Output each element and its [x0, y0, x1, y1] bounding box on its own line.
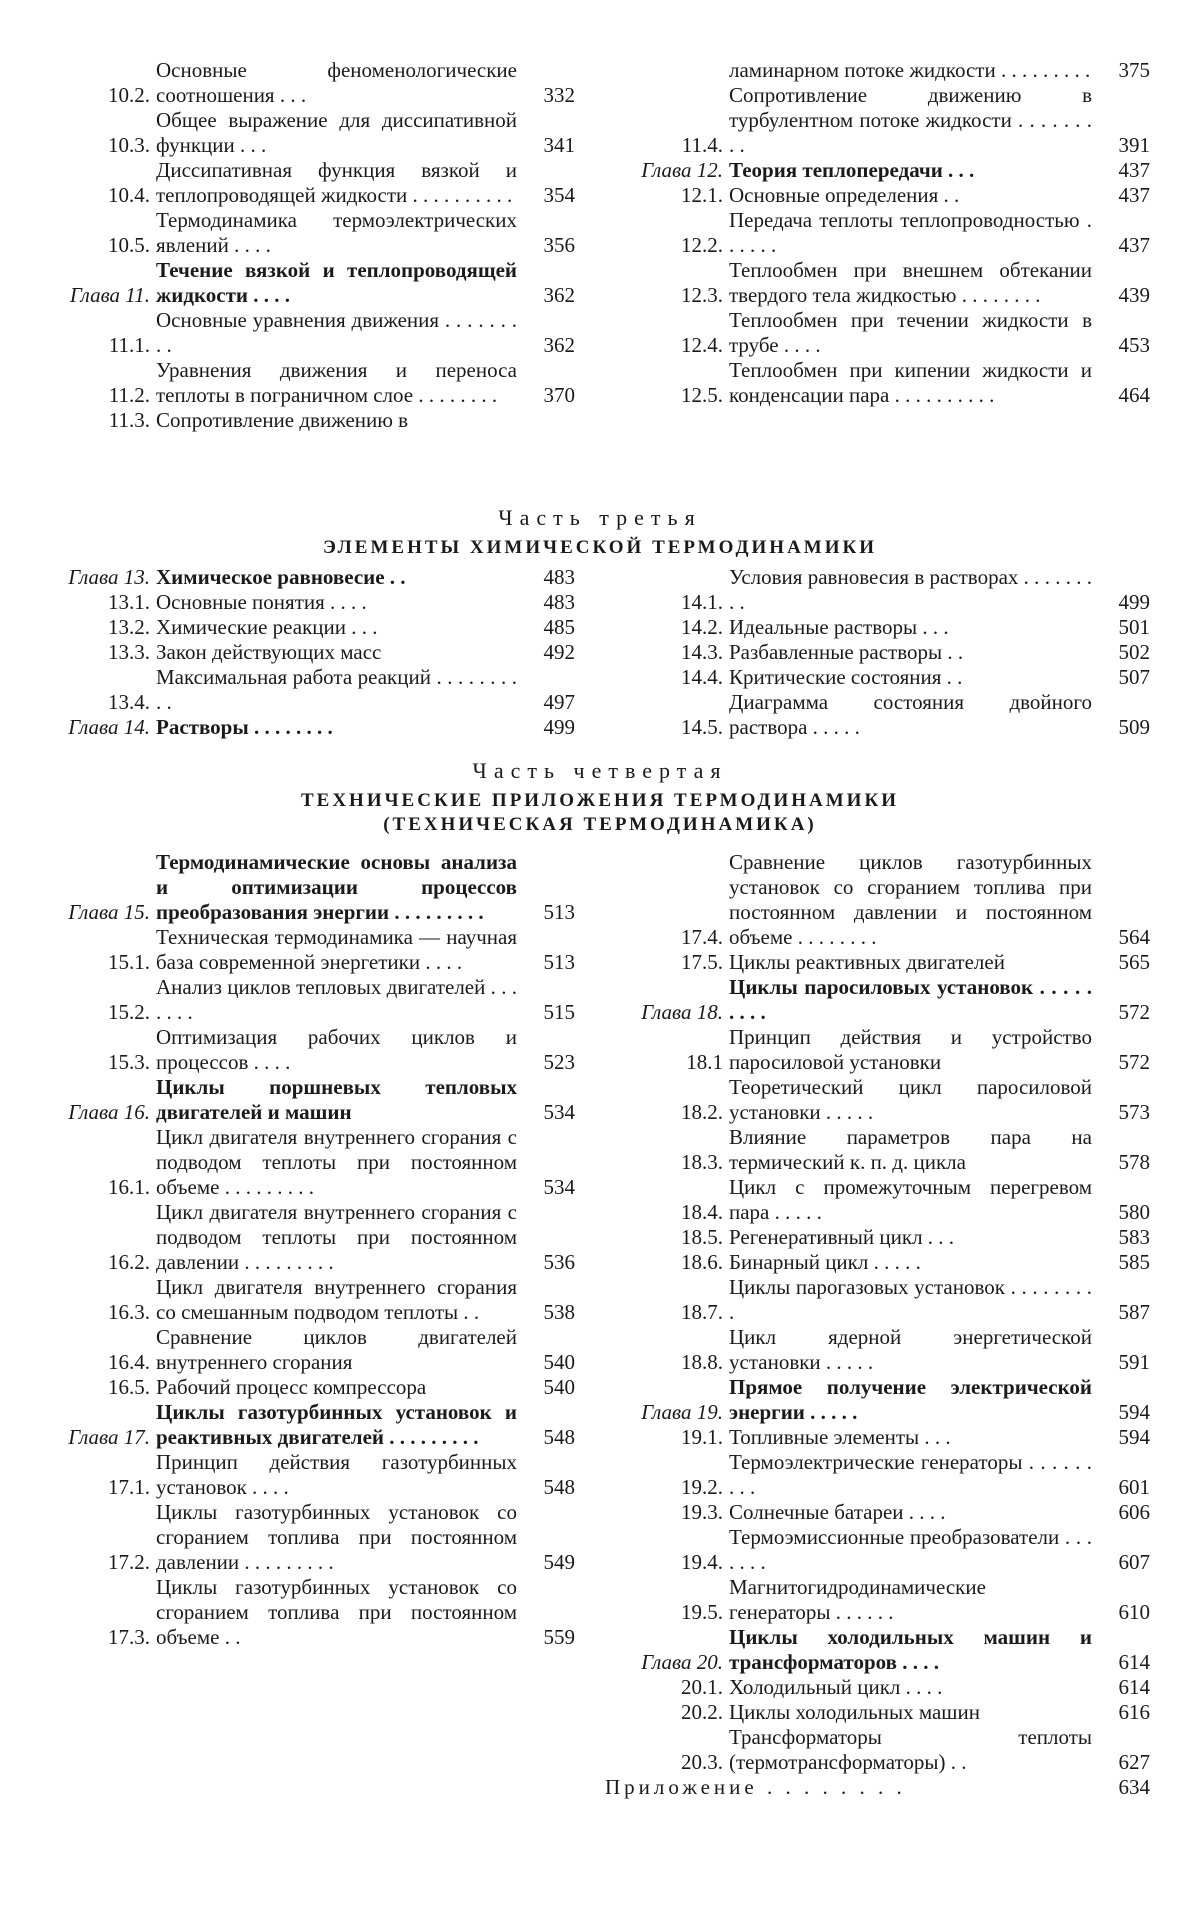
entry-title: Циклы газотурбинных установок со сгоранием топлива при постоянном объеме . . — [156, 1575, 517, 1649]
part-title: ТЕХНИЧЕСКИЕ ПРИЛОЖЕНИЯ ТЕРМОДИНАМИКИ — [300, 790, 900, 811]
entry-page: 540 — [543, 1375, 575, 1399]
entry-title: Топливные элементы . . . — [729, 1425, 951, 1449]
toc-section-entry — [605, 950, 1150, 975]
entry-title: Техническая термодинамика — научная база современной энергетики . . . . — [156, 925, 517, 974]
entry-page: 439 — [1118, 283, 1150, 307]
toc-section-entry — [50, 1450, 575, 1500]
entry-page: 485 — [543, 615, 575, 639]
entry-number: 18.3. — [681, 1150, 723, 1174]
part4-contents — [50, 850, 1150, 1800]
entry-number: 16.5. — [108, 1375, 150, 1399]
toc-section-entry — [605, 1225, 1150, 1250]
part2-continuation — [50, 58, 1150, 433]
toc-section-entry — [605, 1275, 1150, 1325]
entry-page: 391 — [1118, 133, 1150, 157]
toc-section-entry — [605, 665, 1150, 690]
entry-page: 534 — [543, 1175, 575, 1199]
entry-title: Влияние параметров пара на термический к. п. д. цикла — [729, 1125, 1092, 1174]
entry-page: 616 — [1118, 1700, 1150, 1724]
entry-number: Глава 15. — [68, 900, 150, 924]
entry-title: Циклы газотурбинных установок со сгоранием топлива при постоянном давлении . . . . . . . . . — [156, 1500, 517, 1574]
entry-title: Солнечные батареи . . . . — [729, 1500, 946, 1524]
toc-chapter-entry — [605, 158, 1150, 183]
toc-column-left — [50, 850, 575, 1800]
entry-page: 538 — [543, 1300, 575, 1324]
entry-number: 15.1. — [108, 950, 150, 974]
toc-column-right — [605, 850, 1150, 1800]
entry-number: Глава 17. — [68, 1425, 150, 1449]
entry-number: 12.4. — [681, 333, 723, 357]
toc-section-entry — [50, 408, 575, 433]
entry-number: 20.2. — [681, 1700, 723, 1724]
entry-title: Сравнение циклов двигателей внутреннего сгорания — [156, 1325, 517, 1374]
toc-section-entry — [50, 208, 575, 258]
entry-number: 12.5. — [681, 383, 723, 407]
entry-title: Циклы парогазовых установок . . . . . . . . . — [729, 1275, 1092, 1324]
entry-page: 578 — [1118, 1150, 1150, 1174]
entry-page: 513 — [543, 900, 575, 924]
toc-section-entry — [50, 1025, 575, 1075]
entry-page: 437 — [1118, 233, 1150, 257]
entry-page: 515 — [543, 1000, 575, 1024]
entry-title: Основные определения . . — [729, 183, 960, 207]
toc-section-entry — [605, 183, 1150, 208]
part3-heading — [50, 505, 1150, 560]
entry-title: Прямое получение электрической энергии . . . . . — [729, 1375, 1092, 1424]
entry-number: 18.6. — [681, 1250, 723, 1274]
toc-section-entry — [605, 1075, 1150, 1125]
entry-page: 565 — [1118, 950, 1150, 974]
entry-page: 585 — [1118, 1250, 1150, 1274]
entry-title: Диаграмма состояния двойного раствора . . . . . — [729, 690, 1092, 739]
entry-title: Термодинамические основы анализа и оптимизации процессов преобразования энергии . . . . . . . . . — [156, 850, 517, 924]
entry-number: 12.2. — [681, 233, 723, 257]
entry-page: 356 — [543, 233, 575, 257]
entry-page: 536 — [543, 1250, 575, 1274]
entry-number: 20.3. — [681, 1750, 723, 1774]
entry-title: Идеальные растворы . . . — [729, 615, 949, 639]
part4-heading — [50, 758, 1150, 837]
entry-page: 332 — [543, 83, 575, 107]
entry-number: 18.2. — [681, 1100, 723, 1124]
entry-number: Глава 19. — [641, 1400, 723, 1424]
toc-section-entry — [605, 565, 1150, 615]
entry-title: Термоэлектрические генераторы . . . . . . . . . — [729, 1450, 1092, 1499]
entry-page: 594 — [1118, 1425, 1150, 1449]
entry-number: 10.5. — [108, 233, 150, 257]
entry-page: 607 — [1118, 1550, 1150, 1574]
entry-number: 18.8. — [681, 1350, 723, 1374]
entry-number: 19.2. — [681, 1475, 723, 1499]
entry-number: 19.5. — [681, 1600, 723, 1624]
entry-page: 437 — [1118, 183, 1150, 207]
entry-number: 13.1. — [108, 590, 150, 614]
toc-section-entry — [605, 1250, 1150, 1275]
entry-number: 16.4. — [108, 1350, 150, 1374]
entry-title: Теоретический цикл паросиловой установки . . . . . — [729, 1075, 1092, 1124]
entry-title: Разбавленные растворы . . — [729, 640, 964, 664]
toc-section-entry — [605, 208, 1150, 258]
entry-title: Оптимизация рабочих циклов и процессов . . . . — [156, 1025, 517, 1074]
entry-page: 583 — [1118, 1225, 1150, 1249]
entry-number: 10.3. — [108, 133, 150, 157]
entry-page: 572 — [1118, 1050, 1150, 1074]
entry-title: Цикл с промежуточным перегревом пара . . . . . — [729, 1175, 1092, 1224]
toc-chapter-entry — [605, 975, 1150, 1025]
toc-section-entry — [50, 58, 575, 108]
entry-title: Химическое равновесие . . — [156, 565, 406, 589]
entry-page: 453 — [1118, 333, 1150, 357]
entry-page: 580 — [1118, 1200, 1150, 1224]
entry-title: Цикл двигателя внутреннего сгорания с подводом теплоты при постоянном объеме . . . . . . . . . — [156, 1125, 517, 1199]
entry-title: Сопротивление движению в турбулентном потоке жидкости . . . . . . . . . — [729, 83, 1092, 157]
entry-page: 534 — [543, 1100, 575, 1124]
entry-number: 11.2. — [108, 383, 150, 407]
entry-number: 17.2. — [108, 1550, 150, 1574]
entry-page: 523 — [543, 1050, 575, 1074]
entry-title: Общее выражение для диссипативной функции . . . — [156, 108, 517, 157]
entry-title: Основные феноменологические соотношения . . . — [156, 58, 517, 107]
entry-number: 11.4. — [681, 133, 723, 157]
toc-section-entry — [605, 1025, 1150, 1075]
entry-title: Сравнение циклов газотурбинных установок со сгоранием топлива при постоянном давлении и постоянном объеме . . . . . . . . — [729, 850, 1092, 949]
entry-title: Принцип действия и устройство паросиловой установки — [729, 1025, 1092, 1074]
entry-number: 13.4. — [108, 690, 150, 714]
entry-number: 18.7. — [681, 1300, 723, 1324]
toc-section-entry — [50, 1325, 575, 1375]
entry-title: Регенеративный цикл . . . — [729, 1225, 955, 1249]
entry-number: 14.1. — [681, 590, 723, 614]
entry-page: 513 — [543, 950, 575, 974]
entry-page: 502 — [1118, 640, 1150, 664]
entry-title: Рабочий процесс компрессора — [156, 1375, 427, 1399]
part-label: Часть четвертая — [472, 758, 728, 783]
entry-number: 10.2. — [108, 83, 150, 107]
toc-section-entry — [605, 1500, 1150, 1525]
toc-section-entry — [605, 1525, 1150, 1575]
entry-page: 464 — [1118, 383, 1150, 407]
entry-number: 11.1. — [108, 333, 150, 357]
entry-title: Циклы паросиловых установок . . . . . . . . . — [729, 975, 1092, 1024]
entry-title: Циклы реактивных двигателей — [729, 950, 1005, 974]
entry-page: 564 — [1118, 925, 1150, 949]
entry-title: Критические состояния . . — [729, 665, 963, 689]
entry-number: 14.2. — [681, 615, 723, 639]
entry-page: 548 — [543, 1475, 575, 1499]
toc-section-entry — [605, 850, 1150, 950]
toc-section-entry — [50, 158, 575, 208]
entry-number: Глава 16. — [68, 1100, 150, 1124]
entry-title: Теплообмен при внешнем обтекании твердого тела жидкостью . . . . . . . . — [729, 258, 1092, 307]
toc-section-entry — [605, 1125, 1150, 1175]
toc-section-entry — [605, 308, 1150, 358]
entry-page: 573 — [1118, 1100, 1150, 1124]
entry-page: 507 — [1118, 665, 1150, 689]
toc-section-entry — [605, 1700, 1150, 1725]
entry-page: 362 — [543, 283, 575, 307]
entry-page: 501 — [1118, 615, 1150, 639]
toc-section-entry — [605, 690, 1150, 740]
toc-section-entry — [50, 975, 575, 1025]
entry-page: 610 — [1118, 1600, 1150, 1624]
entry-title: Цикл двигателя внутреннего сгорания со смешанным подводом теплоты . . — [156, 1275, 517, 1324]
toc-section-entry — [50, 590, 575, 615]
entry-title: Течение вязкой и теплопроводящей жидкости . . . . — [156, 258, 517, 307]
toc-chapter-entry — [605, 1625, 1150, 1675]
toc-chapter-entry — [50, 850, 575, 925]
entry-number: 18.5. — [681, 1225, 723, 1249]
entry-page: 370 — [543, 383, 575, 407]
entry-title: Теплообмен при кипении жидкости и конденсации пара . . . . . . . . . . — [729, 358, 1092, 407]
entry-title: Химические реакции . . . — [156, 615, 378, 639]
entry-title: Закон действующих масс — [156, 640, 382, 664]
toc-section-entry — [605, 1175, 1150, 1225]
entry-title: Трансформаторы теплоты (термотрансформаторы) . . — [729, 1725, 1092, 1774]
entry-page: 627 — [1118, 1750, 1150, 1774]
entry-page: 509 — [1118, 715, 1150, 739]
entry-number: 18.4. — [681, 1200, 723, 1224]
entry-page: 614 — [1118, 1675, 1150, 1699]
entry-title: Циклы холодильных машин и трансформаторов . . . . — [729, 1625, 1092, 1674]
entry-page: 614 — [1118, 1650, 1150, 1674]
entry-page: 587 — [1118, 1300, 1150, 1324]
entry-number: 16.2. — [108, 1250, 150, 1274]
toc-section-entry — [50, 1575, 575, 1650]
entry-title: Диссипативная функция вязкой и теплопроводящей жидкости . . . . . . . . . . — [156, 158, 517, 207]
entry-number: Глава 20. — [641, 1650, 723, 1674]
toc-section-entry — [50, 665, 575, 715]
entry-page: 497 — [543, 690, 575, 714]
part-label: Часть третья — [498, 505, 702, 530]
toc-section-entry — [50, 308, 575, 358]
entry-title: ламинарном потоке жидкости . . . . . . . . . — [729, 58, 1091, 82]
toc-chapter-entry — [50, 1400, 575, 1450]
toc-column-right — [605, 58, 1150, 433]
entry-page: 499 — [543, 715, 575, 739]
entry-title: Теплообмен при течении жидкости в трубе . . . . — [729, 308, 1092, 357]
entry-page: 375 — [1118, 58, 1150, 82]
toc-section-entry — [605, 1575, 1150, 1625]
toc-chapter-entry — [50, 715, 575, 740]
toc-chapter-entry — [50, 565, 575, 590]
entry-title: Цикл ядерной энергетической установки . . . . . — [729, 1325, 1092, 1374]
toc-section-entry — [50, 1275, 575, 1325]
entry-page: 591 — [1118, 1350, 1150, 1374]
entry-title: Цикл двигателя внутреннего сгорания с подводом теплоты при постоянном давлении . . . . . . . . . — [156, 1200, 517, 1274]
entry-title: Циклы поршневых тепловых двигателей и машин — [156, 1075, 517, 1124]
entry-number: 19.1. — [681, 1425, 723, 1449]
entry-page: 559 — [543, 1625, 575, 1649]
toc-section-entry — [50, 1200, 575, 1275]
entry-number: 11.3. — [108, 408, 150, 432]
entry-title: Циклы газотурбинных установок и реактивных двигателей . . . . . . . . . — [156, 1400, 517, 1449]
toc-appendix-entry — [605, 1775, 1150, 1800]
entry-page: 548 — [543, 1425, 575, 1449]
entry-page: 601 — [1118, 1475, 1150, 1499]
part3-contents — [50, 565, 1150, 740]
toc-section-entry — [50, 615, 575, 640]
entry-title: Бинарный цикл . . . . . — [729, 1250, 921, 1274]
entry-number: 16.3. — [108, 1300, 150, 1324]
entry-number: 13.3. — [108, 640, 150, 664]
entry-title: Уравнения движения и переноса теплоты в пограничном слое . . . . . . . . — [156, 358, 517, 407]
toc-column-right — [605, 565, 1150, 740]
entry-number: 20.1. — [681, 1675, 723, 1699]
toc-section-entry — [50, 1500, 575, 1575]
entry-number: 14.4. — [681, 665, 723, 689]
toc-section-entry — [605, 615, 1150, 640]
toc-column-left — [50, 565, 575, 740]
entry-number: 19.4. — [681, 1550, 723, 1574]
toc-section-entry — [605, 1675, 1150, 1700]
entry-title: Магнитогидродинамические генераторы . . . . . . — [729, 1575, 986, 1624]
entry-number: 14.3. — [681, 640, 723, 664]
toc-section-entry — [605, 1325, 1150, 1375]
toc-chapter-entry — [50, 258, 575, 308]
entry-title: Холодильный цикл . . . . — [729, 1675, 943, 1699]
entry-number: 15.3. — [108, 1050, 150, 1074]
entry-page: 606 — [1118, 1500, 1150, 1524]
entry-number: 13.2. — [108, 615, 150, 639]
toc-section-entry — [50, 640, 575, 665]
entry-title: Теория теплопередачи . . . — [729, 158, 975, 182]
toc-section-entry — [50, 925, 575, 975]
entry-number: 12.3. — [681, 283, 723, 307]
entry-number: 18.1 — [686, 1050, 723, 1074]
entry-title: Основные понятия . . . . — [156, 590, 367, 614]
entry-title: Приложение . . . . . . . . — [605, 1775, 906, 1799]
entry-number: 17.4. — [681, 925, 723, 949]
entry-page: 499 — [1118, 590, 1150, 614]
entry-number: 14.5. — [681, 715, 723, 739]
entry-title: Термодинамика термоэлектрических явлений . . . . — [156, 208, 517, 257]
entry-title: Термоэмиссионные преобразователи . . . . . . . — [729, 1525, 1092, 1574]
entry-number: 17.1. — [108, 1475, 150, 1499]
entry-page: 341 — [543, 133, 575, 157]
toc-column-left — [50, 58, 575, 433]
entry-title: Принцип действия газотурбинных установок . . . . — [156, 1450, 517, 1499]
toc-chapter-entry — [605, 1375, 1150, 1425]
toc-section-entry — [605, 1450, 1150, 1500]
entry-number: 19.3. — [681, 1500, 723, 1524]
entry-page: 437 — [1118, 158, 1150, 182]
entry-number: 17.3. — [108, 1625, 150, 1649]
toc-section-entry — [605, 258, 1150, 308]
part-title: ЭЛЕМЕНТЫ ХИМИЧЕСКОЙ ТЕРМОДИНАМИКИ — [322, 537, 878, 558]
entry-page: 634 — [1118, 1775, 1150, 1799]
entry-title: Сопротивление движению в — [156, 408, 409, 432]
toc-section-entry — [50, 1375, 575, 1400]
entry-title: Анализ циклов тепловых двигателей . . . . . . . — [156, 975, 517, 1024]
entry-page: 572 — [1118, 1000, 1150, 1024]
part-title-sub: (ТЕХНИЧЕСКАЯ ТЕРМОДИНАМИКА) — [383, 814, 817, 835]
entry-title: Циклы холодильных машин — [729, 1700, 980, 1724]
entry-page: 483 — [543, 565, 575, 589]
toc-section-entry — [605, 58, 1150, 83]
toc-chapter-entry — [50, 1075, 575, 1125]
entry-title: Растворы . . . . . . . . — [156, 715, 333, 739]
entry-title: Основные уравнения движения . . . . . . . . . — [156, 308, 517, 357]
entry-number: 12.1. — [681, 183, 723, 207]
entry-number: 17.5. — [681, 950, 723, 974]
entry-title: Передача теплоты теплопроводностью . . . . . . — [729, 208, 1092, 257]
entry-number: 10.4. — [108, 183, 150, 207]
entry-number: Глава 12. — [641, 158, 723, 182]
toc-section-entry — [50, 108, 575, 158]
toc-section-entry — [50, 358, 575, 408]
entry-page: 362 — [543, 333, 575, 357]
entry-page: 483 — [543, 590, 575, 614]
entry-page: 540 — [543, 1350, 575, 1374]
entry-number: Глава 11. — [69, 283, 150, 307]
toc-section-entry — [50, 1125, 575, 1200]
entry-number: Глава 13. — [68, 565, 150, 589]
entry-page: 492 — [543, 640, 575, 664]
toc-section-entry — [605, 1425, 1150, 1450]
entry-number: 16.1. — [108, 1175, 150, 1199]
toc-section-entry — [605, 1725, 1150, 1775]
toc-section-entry — [605, 640, 1150, 665]
entry-title: Максимальная работа реакций . . . . . . . . . . — [156, 665, 517, 714]
entry-page: 549 — [543, 1550, 575, 1574]
entry-page: 354 — [543, 183, 575, 207]
entry-title: Условия равновесия в растворах . . . . . . . . . — [729, 565, 1092, 614]
entry-number: 15.2. — [108, 1000, 150, 1024]
toc-section-entry — [605, 358, 1150, 408]
toc-section-entry — [605, 83, 1150, 158]
entry-number: Глава 18. — [641, 1000, 723, 1024]
entry-number: Глава 14. — [68, 715, 150, 739]
entry-page: 594 — [1118, 1400, 1150, 1424]
